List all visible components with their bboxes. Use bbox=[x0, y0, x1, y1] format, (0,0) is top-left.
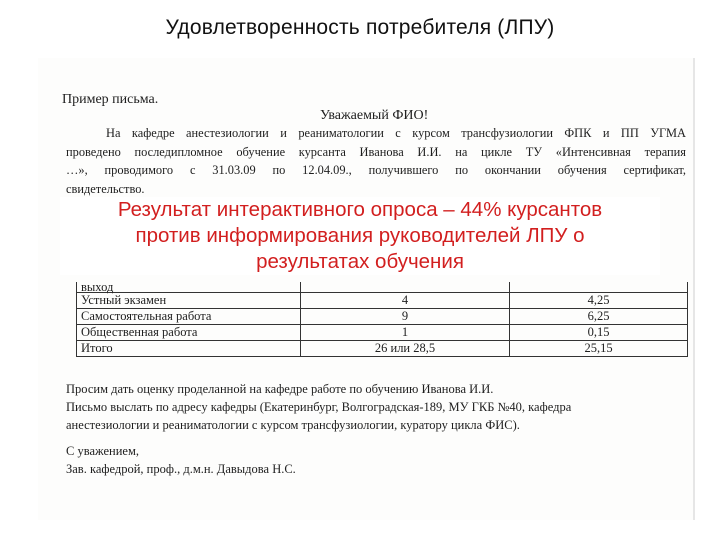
letter-label: Пример письма. bbox=[62, 92, 159, 107]
letter-body-line: проведено последипломное обучение курсанта Иванова И.И. на цикле ТУ «Интенсивная терапия bbox=[66, 144, 686, 159]
table-row bbox=[77, 293, 688, 309]
row-score: 4 bbox=[301, 293, 510, 309]
grades-table bbox=[76, 282, 688, 357]
slide-title: Удовлетворенность потребителя (ЛПУ) bbox=[165, 16, 555, 39]
letter-body-line: свидетельство. bbox=[66, 181, 145, 196]
closing-regards: С уважением, bbox=[66, 444, 139, 458]
callout-line: результатах обучения bbox=[256, 250, 464, 273]
row-score: 26 или 28,5 bbox=[301, 341, 510, 357]
table-row bbox=[77, 341, 688, 357]
row-score: 1 bbox=[301, 325, 510, 341]
row-label: Самостоятельная работа bbox=[77, 309, 301, 325]
letter-body bbox=[66, 124, 686, 198]
row-average: 6,25 bbox=[510, 309, 688, 325]
callout-line: против информирования руководителей ЛПУ о bbox=[135, 224, 585, 247]
row-label: выход bbox=[77, 282, 301, 293]
closing-line: Письмо выслать по адресу кафедры (Екатеринбург, Волгоградская-189, МУ ГКБ №40, кафедра bbox=[66, 400, 572, 414]
letter-body-line: На кафедре анестезиологии и реаниматологии с курсом трансфузиологии ФПК и ПП УГМА bbox=[106, 126, 686, 140]
letter-closing bbox=[66, 380, 686, 478]
table-row bbox=[77, 325, 688, 341]
row-average: 4,25 bbox=[510, 293, 688, 309]
row-average: 25,15 bbox=[510, 341, 688, 357]
letter-body-line: …», проводимого с 31.03.09 по 12.04.09., получившего по окончании обучения сертификат, bbox=[66, 163, 686, 177]
row-label: Общественная работа bbox=[77, 325, 301, 341]
survey-result-callout bbox=[60, 197, 660, 275]
closing-line: анестезиологии и реаниматологии с курсом трансфузиологии, куратору цикла ФИС). bbox=[66, 418, 520, 432]
letter-greeting: Уважаемый ФИО! bbox=[320, 108, 429, 123]
row-label: Устный экзамен bbox=[77, 293, 301, 309]
row-label: Итого bbox=[77, 341, 301, 357]
row-score: 9 bbox=[301, 309, 510, 325]
row-score bbox=[301, 282, 510, 293]
table-row bbox=[77, 282, 688, 293]
row-average bbox=[510, 282, 688, 293]
row-average: 0,15 bbox=[510, 325, 688, 341]
closing-signature: Зав. кафедрой, проф., д.м.н. Давыдова Н.С. bbox=[66, 462, 296, 476]
closing-line: Просим дать оценку проделанной на кафедре работе по обучению Иванова И.И. bbox=[66, 382, 494, 396]
callout-line: Результат интерактивного опроса – 44% курсантов bbox=[117, 198, 603, 221]
table-row bbox=[77, 309, 688, 325]
